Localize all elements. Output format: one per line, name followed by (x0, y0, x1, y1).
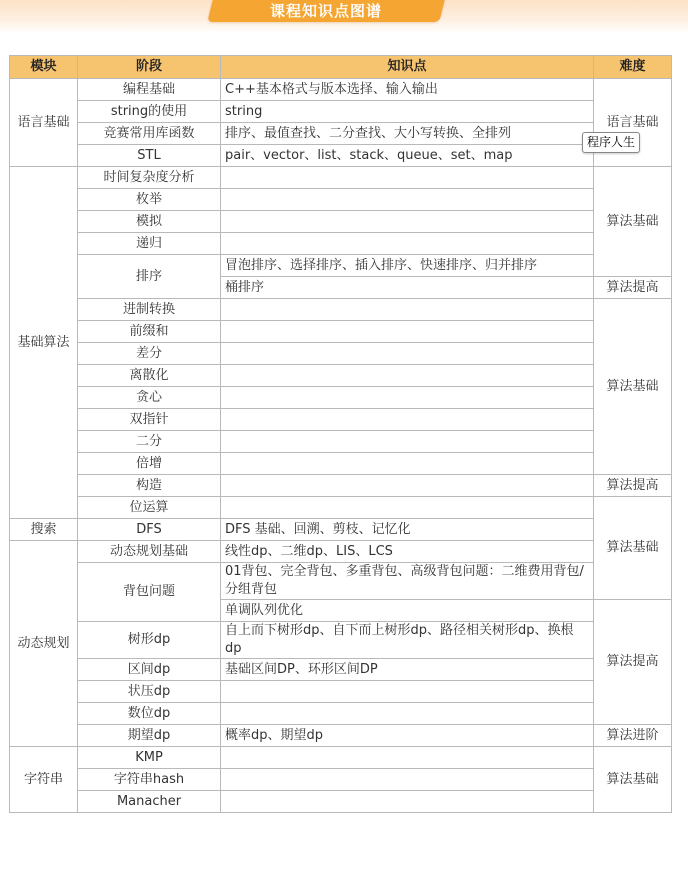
table-header-row (10, 56, 672, 79)
difficulty-cell: 算法基础 (594, 497, 672, 600)
difficulty-cell: 算法进阶 (594, 725, 672, 747)
points-cell (221, 299, 594, 321)
points-cell (221, 475, 594, 497)
points-cell: DFS 基础、回溯、剪枝、记忆化 (221, 519, 594, 541)
stage-cell: 双指针 (78, 409, 221, 431)
table-row (10, 475, 672, 497)
difficulty-cell: 语言基础 (594, 79, 672, 167)
points-cell (221, 497, 594, 519)
difficulty-cell: 算法提高 (594, 475, 672, 497)
stage-cell: 竞赛常用库函数 (78, 123, 221, 145)
stage-cell: 状压dp (78, 681, 221, 703)
table-row (10, 101, 672, 123)
stage-cell: 二分 (78, 431, 221, 453)
points-cell (221, 233, 594, 255)
stage-cell: STL (78, 145, 221, 167)
stage-cell: 模拟 (78, 211, 221, 233)
table-row (10, 541, 672, 563)
table-row (10, 681, 672, 703)
module-cell: 基础算法 (10, 167, 78, 519)
table-row (10, 519, 672, 541)
stage-cell: DFS (78, 519, 221, 541)
table-row (10, 409, 672, 431)
stage-cell: KMP (78, 747, 221, 769)
points-cell (221, 211, 594, 233)
table-row (10, 255, 672, 277)
points-cell (221, 681, 594, 703)
table-row (10, 145, 672, 167)
stage-cell: 数位dp (78, 703, 221, 725)
points-cell (221, 703, 594, 725)
table-row (10, 299, 672, 321)
table-row (10, 211, 672, 233)
header-points: 知识点 (221, 56, 594, 79)
points-cell (221, 453, 594, 475)
difficulty-cell: 算法基础 (594, 299, 672, 475)
stage-cell: 背包问题 (78, 563, 221, 622)
stage-cell: Manacher (78, 791, 221, 813)
table-row (10, 321, 672, 343)
points-cell (221, 791, 594, 813)
points-cell (221, 747, 594, 769)
points-cell: 桶排序 (221, 277, 594, 299)
points-cell: 基础区间DP、环形区间DP (221, 659, 594, 681)
table-row (10, 79, 672, 101)
difficulty-cell: 算法提高 (594, 600, 672, 725)
stage-cell: 排序 (78, 255, 221, 299)
points-cell (221, 167, 594, 189)
stage-cell: 差分 (78, 343, 221, 365)
difficulty-cell: 算法基础 (594, 747, 672, 813)
stage-cell: 区间dp (78, 659, 221, 681)
stage-cell: 构造 (78, 475, 221, 497)
stage-cell: 时间复杂度分析 (78, 167, 221, 189)
points-cell: C++基本格式与版本选择、输入输出 (221, 79, 594, 101)
stage-cell: 贪心 (78, 387, 221, 409)
stage-cell: 倍增 (78, 453, 221, 475)
points-cell: string (221, 101, 594, 123)
points-cell: 冒泡排序、选择排序、插入排序、快速排序、归并排序 (221, 255, 594, 277)
table-row (10, 703, 672, 725)
stage-cell: 递归 (78, 233, 221, 255)
points-cell (221, 431, 594, 453)
header-module: 模块 (10, 56, 78, 79)
table-row (10, 343, 672, 365)
table-row (10, 189, 672, 211)
points-cell: pair、vector、list、stack、queue、set、map (221, 145, 594, 167)
module-cell: 动态规划 (10, 541, 78, 747)
stage-cell: 枚举 (78, 189, 221, 211)
table-row (10, 387, 672, 409)
points-cell: 概率dp、期望dp (221, 725, 594, 747)
stage-cell: 树形dp (78, 622, 221, 659)
points-cell (221, 409, 594, 431)
table-row (10, 365, 672, 387)
table-row (10, 431, 672, 453)
points-cell (221, 189, 594, 211)
table-row (10, 167, 672, 189)
module-cell: 语言基础 (10, 79, 78, 167)
table-row (10, 563, 672, 600)
stage-cell: 期望dp (78, 725, 221, 747)
header-difficulty: 难度 (594, 56, 672, 79)
stage-cell: 编程基础 (78, 79, 221, 101)
module-cell: 字符串 (10, 747, 78, 813)
stage-cell: 动态规划基础 (78, 541, 221, 563)
knowledge-table (9, 55, 672, 813)
stage-cell: 字符串hash (78, 769, 221, 791)
watermark-label: 程序人生 (582, 132, 640, 153)
points-cell (221, 365, 594, 387)
points-cell: 01背包、完全背包、多重背包、高级背包问题：二维费用背包/分组背包 (221, 563, 594, 600)
table-row (10, 123, 672, 145)
header-stage: 阶段 (78, 56, 221, 79)
points-cell: 单调队列优化 (221, 600, 594, 622)
table-row (10, 725, 672, 747)
table-row (10, 659, 672, 681)
table-row (10, 769, 672, 791)
points-cell: 自上而下树形dp、自下而上树形dp、路径相关树形dp、换根dp (221, 622, 594, 659)
table-row (10, 622, 672, 659)
table-row (10, 233, 672, 255)
stage-cell: 进制转换 (78, 299, 221, 321)
stage-cell: 前缀和 (78, 321, 221, 343)
difficulty-cell: 算法基础 (594, 167, 672, 277)
module-cell: 搜索 (10, 519, 78, 541)
points-cell: 排序、最值查找、二分查找、大小写转换、全排列 (221, 123, 594, 145)
table-row (10, 747, 672, 769)
points-cell (221, 343, 594, 365)
points-cell: 线性dp、二维dp、LIS、LCS (221, 541, 594, 563)
points-cell (221, 769, 594, 791)
difficulty-cell: 算法提高 (594, 277, 672, 299)
table-row (10, 497, 672, 519)
table-row (10, 791, 672, 813)
page-title: 课程知识点图谱 (269, 2, 382, 20)
stage-cell: string的使用 (78, 101, 221, 123)
table-row (10, 453, 672, 475)
stage-cell: 位运算 (78, 497, 221, 519)
points-cell (221, 387, 594, 409)
points-cell (221, 321, 594, 343)
stage-cell: 离散化 (78, 365, 221, 387)
